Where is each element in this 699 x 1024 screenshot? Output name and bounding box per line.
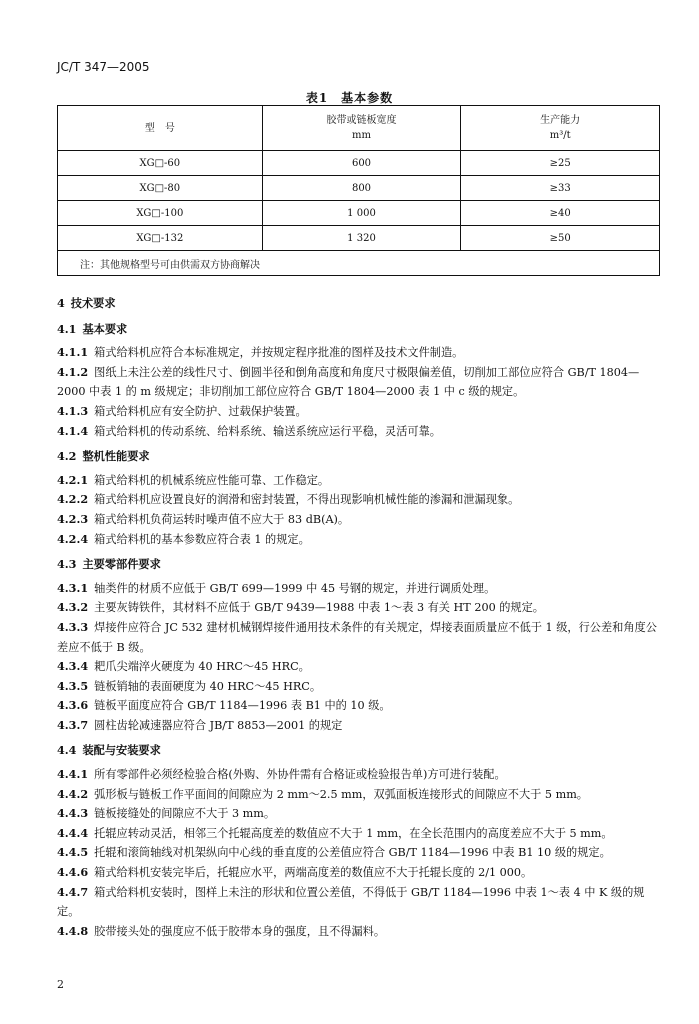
standard-code: JC/T 347—2005 [57,60,150,74]
clause-text: 箱式给料机的基本参数应符合表 1 的规定。 [94,532,310,546]
clause-paragraph [57,579,662,599]
clause-text: 链板销轴的表面硬度为 40 HRC～45 HRC。 [94,679,322,693]
clause-number: 4.3.2 [57,600,89,615]
clause-paragraph [57,618,662,657]
cell-model: XG□-80 [58,176,263,201]
clause-number: 4.2.1 [57,472,89,487]
clause-paragraph [57,510,662,530]
clause-text: 轴类件的材质不应低于 GB/T 699—1999 中 45 号钢的规定，并进行调质处理。 [94,581,496,595]
cell-width: 1 320 [262,226,461,251]
clause-paragraph [57,863,662,883]
clause-number: 4 [57,296,65,310]
clause-number: 4.4.2 [57,786,89,801]
clause-text: 所有零部件必须经检验合格(外购、外协件需有合格证或检验报告单)方可进行装配。 [94,768,506,782]
clause-text: 箱式给料机应符合本标准规定，并按规定程序批准的图样及技术文件制造。 [94,346,464,360]
clause-number: 4.4.1 [57,767,89,782]
clause-number: 4.3.4 [57,659,89,674]
clause-paragraph [57,598,662,618]
table-row [58,201,660,226]
clause-number: 4.4.4 [57,825,89,840]
clause-number: 4.4.8 [57,923,89,938]
cell-capacity: ≥40 [461,201,660,226]
header-width [262,106,461,151]
header-capacity-label: 生产能力 [540,115,581,126]
clause-paragraph [57,343,662,363]
clause-paragraph [57,490,662,510]
clause-text: 托辊和滚筒轴线对机架纵向中心线的垂直度的公差值应符合 GB/T 1184—1996 中表 B1 10 级的规定。 [94,846,611,860]
clause-paragraph [57,883,662,922]
clause-text: 箱式给料机的机械系统应性能可靠、工作稳定。 [94,473,330,487]
clause-number: 4.3.5 [57,678,89,693]
clause-paragraph [57,765,662,785]
clause-number: 4.4.5 [57,845,89,860]
clause-number: 4.4.6 [57,865,89,880]
clause-number: 4.2.2 [57,492,89,507]
clause-number: 4.1.4 [57,423,89,438]
clause-text: 装配与安装要求 [82,743,161,758]
table-note: 注：其他规格型号可由供需双方协商解决 [58,251,660,276]
section-heading [57,447,662,467]
clause-paragraph [57,677,662,697]
clause-text: 链板接缝处的间隙应不大于 3 mm。 [94,807,276,821]
clause-paragraph [57,824,662,844]
clause-paragraph [57,363,662,402]
clause-text: 整机性能要求 [82,449,150,464]
clause-number: 4.1.3 [57,403,89,418]
clause-number: 4.3.6 [57,698,89,713]
cell-model: XG□-100 [58,201,263,226]
clause-paragraph [57,471,662,491]
header-width-unit: mm [352,130,371,141]
clause-paragraph [57,922,662,942]
section-heading [57,320,662,340]
section-heading [57,555,662,575]
header-capacity-unit: m³/t [549,130,571,141]
clause-number: 4.2 [57,449,77,464]
clause-text: 箱式给料机安装完毕后，托辊应水平，两端高度差的数值应不大于托辊长度的 2/1 000。 [94,866,533,880]
clause-text: 箱式给料机应设置良好的润滑和密封装置，不得出现影响机械性能的渗漏和泄漏现象。 [94,493,520,507]
cell-model: XG□-60 [58,151,263,176]
header-capacity [461,106,660,151]
clause-number: 4.1.2 [57,364,89,379]
clause-number: 4.4 [57,743,77,758]
clause-text: 链板平面度应符合 GB/T 1184—1996 表 B1 中的 10 级。 [94,699,391,713]
clause-paragraph [57,716,662,736]
clause-text: 弧形板与链板工作平面间的间隙应为 2 mm～2.5 mm，双弧面板连接形式的间隙应不大于 5 mm。 [94,787,588,801]
clause-text: 耙爪尖端淬火硬度为 40 HRC～45 HRC。 [94,660,310,674]
clause-text: 主要灰铸铁件，其材料不应低于 GB/T 9439—1988 中表 1～表 3 有关 HT 200 的规定。 [94,601,544,615]
clause-text: 箱式给料机应有安全防护、过载保护装置。 [94,404,307,418]
cell-width: 800 [262,176,461,201]
clause-number: 4.1 [57,321,77,336]
clause-number: 4.3.3 [57,619,89,634]
parameters-table [57,105,660,276]
table-note-row [58,251,660,276]
table-caption: 表1 基本参数 [305,91,394,105]
clause-paragraph [57,402,662,422]
clause-number: 4.1.1 [57,345,89,360]
clause-paragraph [57,696,662,716]
clause-paragraph [57,530,662,550]
table-row [58,151,660,176]
clause-text: 胶带接头处的强度应不低于胶带本身的强度，且不得漏料。 [94,924,386,938]
cell-capacity: ≥25 [461,151,660,176]
table-header-row [58,106,660,151]
clause-number: 4.4.7 [57,884,89,899]
header-model: 型 号 [58,106,263,151]
cell-capacity: ≥50 [461,226,660,251]
clause-text: 箱式给料机负荷运转时噪声值不应大于 83 dB(A)。 [94,512,350,526]
header-width-label: 胶带或链板宽度 [326,115,397,126]
clause-paragraph [57,804,662,824]
cell-capacity: ≥33 [461,176,660,201]
section-heading [57,294,662,314]
cell-model: XG□-132 [58,226,263,251]
clause-paragraph [57,843,662,863]
document-body [57,288,662,941]
clause-number: 4.3 [57,557,77,572]
clause-text: 焊接件应符合 JC 532 建材机械钢焊接件通用技术条件的有关规定，焊接表面质量应不低于 1 级，行公差和角度公差应不低于 B 级。 [57,620,657,654]
clause-number: 4.4.3 [57,806,89,821]
clause-text: 主要零部件要求 [82,557,161,572]
clause-paragraph [57,657,662,677]
table-row [58,226,660,251]
page-number: 2 [57,978,64,991]
table-row [58,176,660,201]
cell-width: 600 [262,151,461,176]
clause-paragraph [57,422,662,442]
section-heading [57,741,662,761]
clause-paragraph [57,785,662,805]
clause-text: 技术要求 [70,296,116,310]
clause-number: 4.3.1 [57,580,89,595]
clause-number: 4.2.4 [57,531,89,546]
clause-text: 基本要求 [82,321,128,336]
clause-text: 图纸上未注公差的线性尺寸、倒圆半径和倒角高度和角度尺寸极限偏差值，切削加工部位应符合 GB/T 1804—2000 中表 1 的 m 级规定；非切削加工部位应符合 GB/T 1804—2000 表 1 中 c 级的规定。 [57,365,640,399]
clause-text: 圆柱齿轮减速器应符合 JB/T 8853—2001 的规定 [94,718,343,732]
clause-number: 4.2.3 [57,511,89,526]
clause-text: 箱式给料机安装时，图样上未注的形状和位置公差值，不得低于 GB/T 1184—1996 中表 1～表 4 中 K 级的规定。 [57,885,645,919]
clause-text: 箱式给料机的传动系统、给料系统、输送系统应运行平稳，灵活可靠。 [94,424,441,438]
cell-width: 1 000 [262,201,461,226]
clause-number: 4.3.7 [57,717,89,732]
clause-text: 托辊应转动灵活，相邻三个托辊高度差的数值应不大于 1 mm，在全长范围内的高度差应不大于 5 mm。 [94,826,613,840]
